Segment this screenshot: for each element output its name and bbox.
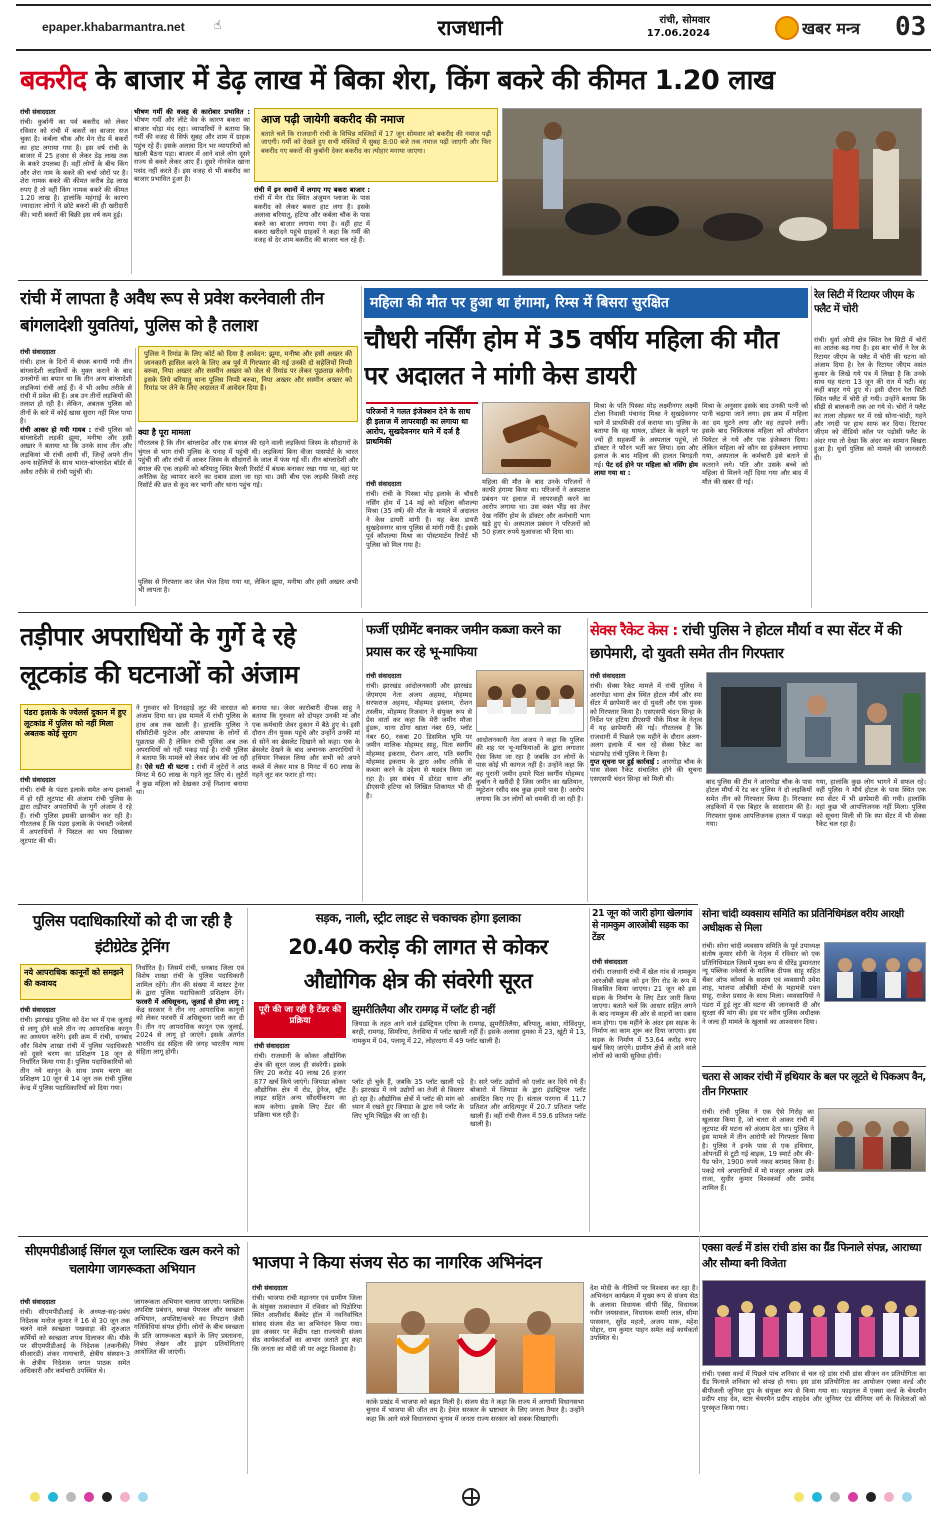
railcity-headline: रेल सिटी में रिटायर जीएम के फ्लैट में चोरी	[814, 289, 914, 315]
registration-dot-black-r	[866, 1492, 876, 1502]
cmpdi-col1-text: रांची। सीएमपीडीआई के अध्यक्ष-सह-प्रबंध निदेशक मनोज कुमार ने 16 से 30 जून तक चलने वाले स्वच्छता पखवाड़ा की शुरुआत कर्मियों को स्वच्छता शपथ दिलाकर की। मौके पर सीएमपीडीआई के निदेशक (तकनीकी/सीआरडी) शंकर नागाचारी, क्षेत्रीय संस्थान-3 के क्षेत्रीय निदेशक जगत पाठक समेत अधिकारी और कर्मचारी उपस्थित थे।	[20, 1308, 130, 1376]
kokar-col-1	[254, 1042, 346, 1232]
kokar-col2-text: प्लॉट हो चुके हैं, जबकि 35 प्लॉट खाली पड़े हैं। झारखंड में नये उद्योगों का तेजी से विस्तार हो रहा है। औद्योगिक क्षेत्रों में प्लॉट की मांग को ध्यान में रखते हुए जियाडा के द्वारा नये प्लॉट के लिए भूमि चिह्नित की जा रही है।	[352, 1078, 464, 1120]
racket-arrest-photo	[706, 672, 926, 774]
bakrid-goat-market-photo	[502, 108, 922, 276]
khelgaon-body	[592, 958, 696, 1232]
nursing-col2-text: महिला की मौत के बाद उनके परिजनों ने काफी हंगामा किया था। परिजनों ने अस्पताल प्रबंधन पर इलाज में लापरवाही करने का आरोप लगाया था। उस वक्त भीड़ का तेवर देख नर्सिंग होम के डॉक्टर और कर्मचारी भाग खड़े हुए थे। अस्पताल प्रबंधन ने परिजनों को 50 हजार रुपये मुआवजा भी दिया था।	[482, 478, 590, 537]
racket-sub1: गुप्त सूचना पर हुई कार्रवाई :	[590, 758, 660, 767]
cmpdi-headline: सीएमपीडीआई सिंगल यूज प्लास्टिक खत्म करने को चलायेगा जागरूकता अभियान	[24, 1243, 240, 1276]
section-name: राजधानी	[437, 16, 503, 40]
tadipar-col-1	[20, 776, 132, 902]
registration-dot-pink-r	[884, 1492, 894, 1502]
tadipar-col3-text: बनाया था। जेवर कारोबारी दीपक साहू ने बताया कि गुरुवार को दोपहर उनकी मां और एक कर्मचारी जेवर दुकान में बैठे हुए थे। इसी दौरान तीन युवक पहुंचे और उन्होंने उनकी मां से सोने का ब्रेसलेट दिखाने को कहा। एक के ब्रेसलेट देखने के बाद अचानक अपराधियों ने हथियार निकाल लिया और सभी को अपने कब्जे में लेकर मात्र 8 मिनट में 60 लाख के गहने लूट कर फरार हो गए।	[252, 704, 360, 780]
tadipar-col1-text: रांची। रांची के पंडरा इलाके समेत अन्य इलाकों में हो रही लूटपाट की अंजाम रांची पुलिस के द्वारा तड़ीपार अपराधियों के गुर्गे अंजाम दे रहे हैं। रांची पुलिस इसकी छानबीन कर रही है। गौरतलब है कि पंडरा इलाके के पंचवटी ज्वेलर्स में अपराधियों ने पिस्टल का भय दिखाकर लूटपाट की थी।	[20, 786, 132, 845]
sonachandi-body	[702, 942, 820, 1062]
racket-col2-text: बाद पुलिस की टीम ने आरगोड़ा चौक के पास होटल मौर्या में रेड कर पुलिस ने दो लड़कियों समेत तीन को गिरफ्तार किया है। गिरफ्तार लड़कियों में एक बिहार के सासाराम की है। गिरफ्तार युवक आपत्तिजनक हालत में पकड़ा गया।	[706, 778, 812, 829]
racket-headline	[590, 620, 926, 668]
header-date-block	[600, 14, 710, 46]
registration-dot-black	[102, 1492, 112, 1502]
header-date: 17.06.2024	[646, 28, 710, 39]
namaz-box	[254, 108, 498, 182]
page-number: 03	[895, 12, 927, 42]
center-registration-icon	[462, 1488, 480, 1506]
col-rule	[131, 110, 132, 274]
kokar-tender-text: पूरी की जा रही है टेंडर की प्रक्रिया	[258, 1005, 342, 1026]
dance-headline	[702, 1240, 926, 1276]
kokar-tender-box	[254, 1002, 346, 1038]
section-divider	[702, 1066, 926, 1067]
racket-col1-text: रांची। सेक्स रैकेट मामले में रांची पुलिस ने आरगोड़ा थाना क्षेत्र स्थित होटल मौर्य और स्पा सेंटर में छापेमारी कर दो युवती और एक युवक को गिरफ्तार किया है। एसएसपी चंदन सिन्हा के निर्देश पर हटिया डीएसपी पीके मिश्रा के नेतृत्व में यह छापेमारी की गई। गौरतलब है कि राजधानी में पिछले एक महीने के दौरान अलग-अलग इलाके में चल रहे सेक्स रैकेट का भंडाफोड़ रांची पुलिस ने किया है।	[590, 682, 702, 758]
khelgaon-byline: रांची संवाददाता	[592, 958, 628, 966]
felicitation-illustration	[367, 1283, 584, 1394]
kokar-kicker: सड़क, नाली, स्ट्रीट लाइट से चकाचक होगा इलाका	[315, 911, 521, 925]
bjp-col-1	[252, 1284, 362, 1474]
kokar-col-top-text: जियाडा के तहत आने वाले इंडस्ट्रियल एरिया के रामगढ़, झुमरीतिलैया, बरियातु, कांसा, गोविंदपुर, बरही, रामगढ़, सिमरिया, तेनसिया में प्लॉट खाली नहीं हैं। इसके अलावा दुमका में 23, खूंटी में 13, नामकुम में 04, पलामू में 22, लोहरदगा में 49 प्लॉट खाली हैं।	[352, 1020, 586, 1045]
bakrid-col-4	[376, 186, 498, 276]
nursing-col3-a: मिश्रा के पति पिस्का मोड़ लक्ष्मीनगर लक्ष्मी टोला निवासी पंचानंद मिश्रा ने सुखदेवनगर थाने में प्राथमिकी दर्ज कराया था। पुलिस के बताया कि वह घायल, डॉक्टर के कहने पर ज्यों ही सहकर्मी के अस्पताल पहुंचे, तो डॉक्टर ने फौरन भर्ती कर लिया। दवा और इलाज के बाद महिला की हालत बिगड़ती गई।	[594, 402, 698, 469]
remand-box-text: पुलिस ने रिमांड के लिए कोर्ट को दिया है आवेदन: झूमा, मनीषा और हसी अख्तर की जानकारी हासिल करने के लिए अब पूर्व में गिरफ्तार की गई उनकी दो सहेलियों निप्पी बरुवा, निपा अख्तर और सस्मीन अख्तर को जेल से रिमांड पर लेकर पूछताछ करेगी। इसके लिये बरियातु थाना पुलिस निप्पी बरुवा, निपा अख्तर और सस्मीन अख्तर को रिमांड पर लेने के लिए अदालत में आवेदन दिया है।	[144, 350, 352, 393]
chatra-body	[702, 1108, 814, 1232]
nursing-col-4	[702, 402, 808, 608]
bakrid-para2: भीषण गर्मी और लीटे वेव के कारण बकरा का बाजार थोड़ा मंद रहा। व्यापारियों ने बताया कि गर्मी की वजह से सिर्फ सुबह और शाम में ग्राहक पहुंच रहे हैं। इसके अलावा दिन भर व्यापारियों को खाली बैठना पड़ा। बाजार में आने वाले लोग दूसरे राज्य से बकरे लेकर आए हैं। दूसरे नोनवेज खाना पसंद नहीं करते हैं। इस वजह से भी बकरीद का बाजार प्रभावित हुआ है।	[134, 116, 250, 184]
brand-logo-icon	[775, 16, 799, 40]
section-divider	[18, 612, 928, 613]
bangladeshi-col2-text: गौरतलब है कि तीन बांग्लादेश और एक बंगाल की रहने वाली लड़कियां जिस्म के सौदागरों के चुंगल से भाग रांची पुलिस के पनाह में पहुंची थी। लड़कियां बिना वीजा पासपोर्ट के भारत पहुंची थी और रांची में आकर जिस्म के सौदागरों के जाल में फंस गई थीं। तीन बांग्लादेशी और बंगाल की एक लड़की को बरियातु स्थित बैरली रिसॉर्ट में बंधक बनाकर रखा गया था, वहां पर अनैतिक देह व्यापार करने का दबाव डाला जा रहा था। उसी बीच एक लड़की किसी तरह रिसॉर्ट की छत से कूद कर भागी और थाना पहुंच गई।	[138, 439, 358, 490]
kokar-col-2	[352, 1078, 464, 1232]
bjp-col1-text: रांची। भाजपा रांची महानगर एवं ग्रामीण जिला के संयुक्त तत्वावधान में रविवार को पिठोरिया स्थित आशीर्वाद बैंक्वेट हॉल में नवनिर्वाचित सांसद संजय सेठ का अभिनंदन किया गया। इस अवसर पर केंद्रीय रक्षा राज्यमंत्री संजय सेठ कार्यकर्ताओं का आभार जताते हुए कहा कि जनता का मोदी जी पर अटूट विश्वास है।	[252, 1294, 362, 1353]
racket-col-2	[706, 778, 812, 902]
bjp-byline: रांची संवाददाता	[252, 1284, 288, 1292]
bakrid-col-1	[20, 108, 128, 276]
bakrid-para3: रांची में मेन रोड स्थित अंजुमन प्लाजा के पास बकरीद को लेकर बकरा हाट लगा है। इसके अलावा बरियातू, हटिया और कर्बला चौक के पास बकरे का बाजार लगाया गया है। वहीं हाट में बकरा खरीदने पहुंचे ग्राहकों ने कहा कि गर्मी की वजह से देर शाम बकरीद की बाजार चल रहे हैं।	[254, 194, 370, 245]
col-rule	[589, 908, 590, 1232]
bakrid-sub1: भीषण गर्मी की वजह से कारोबार प्रभावित :	[134, 108, 250, 116]
racket-col-1	[590, 672, 702, 902]
epaper-url[interactable]: epaper.khabarmantra.net	[42, 20, 185, 34]
tadipar-col-3	[252, 704, 360, 902]
kokar-sub: झुमरीतिलैया और रामगढ़ में प्लॉट ही नहीं	[352, 1004, 495, 1016]
bangladeshi-col1b: रांची पुलिस को बांग्लादेशी लड़की झूमा, मनीषा और हसी अख्तर ने बताया था कि उनके साथ तीन और लड़कियां भी रांची आयी थीं, जिन्हें अपने तीन अन्य सहेलियों के साथ भारत-बांग्लादेश बॉर्डर से अवैध तरीके से रांची पहुंची थी।	[20, 425, 132, 476]
racket-col1b: आरगोड़ा चौक के पास सेक्स रैकेट संचालित होने की सूचना एसएसपी चंदन सिन्हा को मिली थी।	[590, 758, 702, 783]
arrested-men-illustration	[819, 1109, 926, 1172]
racket-col3-text: गया, हालांकि कुछ लोग भागने में सफल रहे। वहीं पुलिस ने मौर्य होटल के पास स्थित एक स्पा सेंटर में भी छापेमारी की गयी। हालांकि वहां कुछ भी आपत्तिजनक नहीं मिला। पुलिस को सूचना मिली थी कि स्पा सेंटर में भी सेक्स रैकेट चल रहा है।	[816, 778, 926, 829]
nursing-col-3	[594, 402, 698, 608]
railcity-text: रांची। धुर्वा ओपी क्षेत्र स्थित रेल सिटी में चोरों का आतंक बढ़ गया है। इस बार चोरों ने रेल के रिटायर जीएम के फ्लैट में चोरी की घटना को अंजाम दिया है। रेल के रिटायर जीएम वसंत कुमार के लिखे गये पत्र में लिखा है कि उनके साथ यह घटना 13 जून की रात में घटी। वह कहीं बाहर गये हुए थे। इसी दौरान रेल सिटी स्थित फ्लैट में चोरी हो गयी। उन्होंने बताया कि सीढ़ी से बालकनी तक आ गये थे। चोरों ने फ्लैट का ताला तोड़कर घर में रखे सोना-चांदी, गहने और नगदी पर हाथ साफ कर दिया। रिटायर जीएम को वीडियो कॉल पर पड़ोसी फ्लैट के अंदर गया तो देखा कि अंदर का सामान बिखरा हुआ है। धुर्वा पुलिस को मामले की जानकारी दी।	[814, 336, 926, 462]
bjp-headline: भाजपा ने किया संजय सेठ का नागरिक अभिनंदन	[252, 1253, 542, 1273]
chatra-headline: चतरा से आकर रांची में हथियार के बल पर लूटते थे पिकअप वैन, तीन गिरफ्तार	[702, 1071, 926, 1098]
sonachandi-photo	[824, 942, 926, 1002]
col-rule	[361, 286, 362, 608]
bakrid-headline	[20, 62, 925, 102]
bangladeshi-sub1: रांची आकर हो गयी गायब :	[20, 425, 92, 434]
bakrid-col-3	[254, 186, 370, 276]
racket-byline: रांची संवाददाता	[590, 672, 626, 680]
tadipar-col2-text: ने गुरुवार को दिनदहाड़े लूट की वारदात को अंजाम दिया था। इस मामले में रांची पुलिस के हाथ अब तक खाली है। हालांकि पुलिस ने सीसीटीवी फुटेज और आसपास के लोगों से पूछताछ की है लेकिन रांची पुलिस अब तक अपराधियों को नहीं पकड़ पाई है। रांची पुलिस ने बताया कि मामले को लेकर जांच की जा रही है।	[136, 704, 248, 771]
nursing-sub1: पेट दर्द होने पर महिला को नर्सिंग होम लाया गया था :	[594, 460, 698, 478]
press-people-illustration	[477, 671, 584, 732]
training-headline: पुलिस पदाधिकारियों को दी जा रही है इंटीग्रेटेड ट्रेनिंग	[32, 912, 232, 956]
dance-body	[702, 1370, 926, 1474]
nursing-pull-quote	[366, 402, 478, 476]
training-col-2	[136, 964, 244, 1232]
agreement-col-1	[366, 672, 472, 902]
registration-dot-lightblue-r	[902, 1492, 912, 1502]
delegation-illustration	[825, 943, 926, 1002]
kokar-col3-text: है। सारे प्लॉट उद्योगों को एलॉट कर दिये गये हैं। बोकारो में जियाडा के द्वारा इंडस्ट्रियल प्लॉट आवंटित किए गए हैं। संताल परगना में 11.7 प्रतिशत और आदित्यपुर में 20.7 प्रतिशत प्लॉट खाली हैं। वहीं रांची रीजन में 59.6 प्रतिशत प्लॉट खाली है।	[470, 1078, 586, 1129]
col-rule	[587, 618, 588, 902]
bakrid-col-2	[134, 108, 250, 276]
registration-dot-gray	[66, 1492, 76, 1502]
press-conference-photo	[476, 670, 584, 732]
cmpdi-col-1	[20, 1298, 130, 1474]
dance-text: रांची। एक्सा वर्ल्ड में पिछले पांच शनिवार से चल रहे डांस रांची डांस सीजन वन प्रतियोगिता का ग्रैंड फिनाले शनिवार को संपन्न हो गया। इस डांस प्रतियोगिता का आयोजन एक्सा वर्ल्ड और बीपीजली जूनियर ग्रुप के संयुक्त रूप से किया गया था। फाइनल में एक्सा वर्ल्ड के चेयरमैन प्रदीप शाह देव, स्टार चेयरमैन प्रदीप शाहदेव और जूनियर एंड सीनियर वर्ग के विजेताओं को पुरस्कृत किया गया।	[702, 1370, 926, 1412]
bangladeshi-headline: रांची में लापता है अवैध रूप से प्रवेश करनेवाली तीन बांगलादेशी युवतियां, पुलिस को है तलाश	[20, 289, 324, 336]
dancers-group-illustration	[703, 1281, 926, 1366]
khelgaon-text: रांची। राजधानी रांची में खेल गांव से नामकुम आरओबी सड़क को इन रिंग रोड के रूप में विकसित किया जाएगा। 21 जून को इस सड़क के निर्माण के लिए टेंडर जारी किया जाएगा। बताते चलें कि आधार सहित लगने के बाद नामकुम की ओर से वाहनों का दबाव कम होगा। एक महीने के अंदर इस सड़क के निर्माण का काम शुरू कर दिया जाएगा। इस सड़क के निर्माण में 53.64 करोड़ रुपए खर्च किए जाएंगे। ग्रामीण क्षेत्रों से आने वाले लोगों को काफी सुविधा होगी।	[592, 968, 696, 1061]
registration-dot-gray-r	[830, 1492, 840, 1502]
gavel-icon	[483, 403, 590, 474]
cmpdi-byline: रांची संवाददाता	[20, 1298, 56, 1306]
nursing-headline: चौधरी नर्सिंग होम में 35 वर्षीय महिला की मौत पर अदालत ने मांगी केस डायरी	[364, 325, 779, 390]
bakrid-sub2: रांची में इन स्थानों में लगाए गए बकरा बाजार :	[254, 186, 370, 194]
bjp-col3-text: देश मोदी के नीतियों पर विश्वास कर रहा है। अभिनंदन कार्यक्रम में मुख्य रूप से संजय सेठ के अलावा विधायक सीपी सिंह, विधायक नवीन जयसवाल, विधायक समरी लाल, सीमा पासवान, सुरेंद्र महतो, अजय मारू, महेश पोद्दार, राम कुमार पाहन समेत कई कार्यकर्ता उपस्थित थे।	[590, 1284, 698, 1343]
cmpdi-col2-text: जागरूकता अभियान चलाया जाएगा। प्लास्टिक अपशिष्ट प्रबंधन, स्वच्छ पेयजल और स्वच्छता अभियान, अपशिष्ट/कचरे का निपटान जैसी गतिविधियां संपन्न होंगी। लोगों के बीच स्वच्छता के प्रति जागरूकता बढ़ाने के लिए प्रस्तावना, निबंध लेखन और ड्राइंग प्रतियोगिताएं आयोजित की जाएंगी।	[134, 1298, 244, 1357]
dance-headline-rest: का ग्रैंड फिनाले संपन्न, आराध्या और सौम्या बनी विजेता	[702, 1241, 921, 1270]
nursing-col1-text: रांची। रांची के पिस्का मोड़ इलाके के चौधरी नर्सिंग होम में 14 मई को महिला कौशल्या मिश्रा (35 वर्ष) की मौत के मामले में अदालत ने केस डायरी मांगी है। यह केस डायरी सुखदेवनगर थाना पुलिस से मांगी गयी है। इसके पूर्व कौशल्या मिश्रा का पोस्टमार्टम रिपोर्ट भी पुलिस को मिल गया है।	[366, 490, 478, 549]
bakrid-headline-rest: के बाजार में डेढ़ लाख में बिका शेरा, किंग बकरे की कीमत 1.20 लाख	[95, 65, 775, 96]
chatra-arrest-photo	[818, 1108, 926, 1172]
col-rule	[247, 908, 248, 1232]
col-rule	[135, 348, 136, 606]
bjp-col-2	[366, 1398, 584, 1474]
police-van-illustration	[707, 673, 926, 774]
masthead-top-rule	[16, 4, 931, 6]
nursing-col4-text: मिश्रा के अनुसार इसके बाद उनकी पत्नी को पानी चढ़ाया जाने लगा। इस क्रम में महिला का दम घुटने लगा और वह तड़पने लगी। इसके बाद चिकित्सक महिला को ऑपरेशन थियेटर ले गये और एक इंजेक्शन दिया। लेकिन महिला को कौन सा इंजेक्शन लगाया गया, अस्पताल के कर्मचारी इसे बताने से कतराने लगे। पति और उसके बच्चे को महिला से मिलने नहीं दिया गया और बाद में मौत की खबर दी गई।	[702, 402, 808, 486]
nursing-banner: महिला की मौत पर हुआ था हंगामा, रिम्स में बिसरा सुरक्षित	[364, 288, 808, 318]
masthead-bottom-rule	[16, 49, 931, 51]
bangladeshi-col-1	[20, 348, 132, 608]
racket-headline-red: सेक्स रैकेट केस :	[590, 623, 678, 639]
footer	[0, 1480, 945, 1517]
training-sub1: फरवरी में अधिसूचना, जुलाई से होगा लागू :	[136, 997, 244, 1006]
bangladeshi-col3-text: पुलिस से गिरफ्तार कर जेल भेज दिया गया था, लेकिन झूमा, मनीषा और हसी अख्तर अभी भी लापता है।	[138, 578, 358, 595]
registration-dot-magenta-r	[848, 1492, 858, 1502]
bjp-col-3	[590, 1284, 698, 1474]
tadipar-side-box	[20, 704, 132, 770]
nursing-col-2	[482, 478, 590, 608]
agreement-byline: रांची संवाददाता	[366, 672, 402, 680]
tadipar-sub1: ऐसे घटी थी घटना :	[144, 762, 195, 771]
bangladeshi-col-2	[138, 426, 358, 574]
tadipar-headline: तड़ीपार अपराधियों के गुर्गे दे रहे लूटकांड की घटनाओं को अंजाम	[20, 622, 299, 689]
nursing-pull-text: परिजनों ने गलत इंजेक्शन देने के साथ ही इलाज में लापरवाही का लगाया था आरोप, सुखदेवनगर थाने में दर्ज है प्राथमिकी	[366, 407, 471, 446]
namaz-title: आज पढ़ी जायेगी बकरीद की नमाज	[261, 113, 405, 126]
bakrid-headline-red: बकरीद	[20, 65, 87, 96]
section-divider	[18, 280, 928, 281]
registration-dot-lightblue	[138, 1492, 148, 1502]
tadipar-byline: रांची संवाददाता	[20, 776, 56, 784]
agreement-col-2	[476, 736, 584, 902]
sonachandi-headline: सोना चांदी व्यवसाय समिति का प्रतिनिधिमंडल वरीय आरक्षी अधीक्षक से मिला	[702, 909, 904, 934]
bakrid-lead: रांची। कुर्बानी का पर्व बकरीद को लेकर रविवार को रांची में बकरों का बाजार सज चुका है। कर्बला चौक और मेन रोड में बकरों का हाट लगाया गया है। इस वर्ष रांची के बाजार में 25 हजार से लेकर डेढ़ लाख तक के बकरे उपलब्ध हैं। वहीं लोगों के बीच किंग और शेरा नाम के बकरे की चर्चा जोरों पर है। शेरा नामक बकरे की कीमत करीब डेढ़ लाख रुपए है तो वहीं किंग नामक बकरे की कीमत 1.20 लाख है। हालांकि महंगाई के कारण ज्यादातर लोगों ने छोटे बकरों की ही खरीदारी की। भारी बकरों की बिक्री इस वर्ष कम हुई।	[20, 118, 128, 219]
col-rule	[699, 1236, 700, 1474]
railcity-body	[814, 336, 926, 608]
racket-headline-rest: रांची पुलिस ने होटल मौर्या व स्पा सेंटर में की छापेमारी, दो युवती समेत तीन गिरफ्तार	[590, 623, 902, 662]
training-sub: नये आपराधिक कानूनों को समझने की कवायद	[24, 968, 124, 988]
cursor-icon: ☝	[214, 18, 222, 32]
col-rule	[247, 1242, 248, 1474]
agreement-headline: फर्जी एग्रीमेंट बनाकर जमीन कब्जा करने का प्रयास कर रहे भू-माफिया	[366, 623, 561, 660]
brand-name: खबर मन्त्र	[802, 19, 860, 38]
header-city-day: रांची, सोमवार	[659, 15, 710, 26]
training-byline: रांची संवाददाता	[20, 1006, 56, 1014]
registration-dot-cyan	[48, 1492, 58, 1502]
registration-dot-magenta	[84, 1492, 94, 1502]
goat-scene-illustration	[503, 109, 922, 276]
col-rule	[811, 286, 812, 608]
training-col-1	[20, 1006, 132, 1232]
bangladeshi-col1-text: रांची। हाल के दिनों में बंधक बनायी गयी तीन बांग्लादेशी लड़कियों के मुक्त कराने के बाद उनलोगों का बयान था कि तीन अन्य बांग्लादेशी लड़कियां रांची आई हैं। वे भी अवैध तरीके से रांची में प्रवेश की हैं। अब उन तीनों लड़कियों की तलाश हो रही है। लेकिन, अबतक पुलिस को तीनों के बारे में कोई खास सुराग नहीं मिल पाया है।	[20, 358, 132, 426]
bangladeshi-sub2: क्या है पूरा मामला	[138, 428, 191, 437]
nursing-col-1	[366, 480, 478, 608]
registration-dot-cyan-r	[812, 1492, 822, 1502]
namaz-text: बताते चलें कि राजधानी रांची के विभिन्न मस्जिदों में 17 जून सोमवार को बकरीद की नमाज पढ़ी जाएगी। गर्मी को देखते हुए सभी मस्जिदों में सुबह 8:00 बजे तक नमाज पढ़ी जाएगी और फिर बकरीद गए बकरों की कुर्बानी देकर बकरीद का त्योहार मनाया जाएगा।	[261, 130, 491, 155]
kokar-headline: 20.40 करोड़ की लागत से कोकर औद्योगिक क्षेत्र की संवरेगी सूरत	[288, 935, 548, 993]
training-sub-box	[20, 964, 132, 1000]
registration-dot-pink	[120, 1492, 130, 1502]
bjp-felicitation-photo	[366, 1282, 584, 1394]
tadipar-col2b: रांची में लुटेरों ने आठ मिनट में 60 लाख के गहने लूट लिए थे। लुटेरों ने कुछ महिला को देखकर उन्हें निशाना बनाया था।	[136, 762, 248, 797]
kokar-col-top	[352, 1020, 586, 1074]
dance-winners-photo	[702, 1280, 926, 1366]
kokar-col1-text: रांची। राजधानी के कोकर औद्योगिक क्षेत्र की सूरत जल्द ही संवरेगी। इसके लिए 20 करोड़ 40 लाख 26 हजार 877 खर्च किये जाएंगे। जियाडा कोकर औद्योगिक क्षेत्र में रोड, ड्रेनेज, स्ट्रीट लाइट सहित अन्य सौंदर्यीकरण का काम करेगा। इसके लिए टेंडर की प्रक्रिया चल रही है।	[254, 1052, 346, 1120]
kokar-col-3	[470, 1078, 586, 1232]
racket-col-3	[816, 778, 926, 902]
col-rule	[699, 908, 700, 1232]
section-divider	[18, 904, 698, 905]
bjp-col2-text: कांके प्रखंड में भाजपा को बढ़त मिली है। संजय सेठ ने कहा कि राज्य में आगामी विधानसभा चुनाव में भाजपा की जीत तय है। हेमंत सरकार के भ्रष्टाचार के लिए जनता तैयार है। उन्होंने कहा कि आने वाले विधानसभा चुनाव में जनता राज्य सरकार को सबक सिखाएगी।	[366, 1398, 584, 1423]
bangladeshi-byline: रांची संवाददाता	[20, 348, 56, 356]
cmpdi-col-2	[134, 1298, 244, 1474]
masthead	[0, 0, 945, 60]
dance-headline-prefix: एक्सा वर्ल्ड में डांस रांची डांस	[702, 1241, 807, 1254]
agreement-col1-text: रांची। झारखंड आंदोलनकारी और झारखंड जेएमएम नेता अजय अहमद, मोहम्मद सरफराज अहमद, मोहम्मद इस्लाम, रोशन तस्लीम, मोहम्मद रिजवान ने संयुक्त रूप से प्रेस वार्ता कर कहा कि मेरी जमीन मौजा हुंडरू, थाना ठोंगा खाता नंबर 69, प्लॉट नंबर 60, रकबा 20 डिसमिल भूमि पर जमीन मालिक मोहम्मद साहू, पिता स्वर्गीय मोहम्मद इकराम, रोशन आरा, पति स्वर्गीय मोहम्मद इकराम के द्वारा अवैध तरीके से कब्जा करने के उद्देश्य से षड्यंत्र किया जा रहा है। इस संबंध में डोरंडा थाना और डीएसपी हटिया को लिखित शिकायत भी दी है।	[366, 682, 472, 800]
khelgaon-headline: 21 जून को जारी होगा खेलगांव से नामकुम आरओबी सड़क का टेंडर	[592, 908, 692, 943]
chatra-text: रांची। रांची पुलिस ने एक ऐसे गिरोह का खुलासा किया है, जो चतरा से आकर रांची में लूटपाट की घटना को अंजाम देता था। पुलिस ने इस मामले में तीन आरोपी को गिरफ्तार किया है। पुलिस ने इनके पास से एक हथियार, ओपनर्डी से टूटी गई बाइक, 19 स्मार्ट और की-पैड फोन, 1900 रुपये नकद बरामद किया है। पकड़े गये अपराधियों में मो मजहर आलम उर्फ राजा, सुधीर कुमार विश्वकर्मा और प्रमोद शामिल हैं।	[702, 1108, 814, 1192]
col-rule	[362, 618, 363, 902]
kokar-byline: रांची संवाददाता	[254, 1042, 290, 1050]
tadipar-col-2	[136, 704, 248, 902]
tadipar-side-text: पंडरा इलाके के ज्वेलर्स दुकान में हुए लूटकांड में पुलिस को नहीं मिला अबतक कोई सुराग	[24, 708, 127, 738]
section-divider	[18, 1236, 928, 1237]
training-col2-text: निर्धारित है। जिसमें रांची, धनबाद जिला एवं विशेष शाखा रांची के पुलिस पदाधिकारी शामिल रहेंगे। तीन की संख्या में मास्टर ट्रेनर के द्वारा पुलिस पदाधिकारी प्रशिक्षण देंगे।	[136, 964, 244, 998]
gavel-photo	[482, 402, 590, 474]
nursing-byline: रांची संवाददाता	[366, 480, 402, 488]
training-col2b: केंद्र सरकार ने तीन नए आपराधिक कानूनों को लेकर फरवरी में अधिसूचना जारी कर दी है। तीन नए आपराधिक कानून एक जुलाई, 2024 से लागू हो जाएंगे। इसके अंतर्गत भारतीय दंड संहिता की जगह भारतीय न्याय संहिता लागू होगी।	[136, 1006, 244, 1057]
sonachandi-text: रांची। सोना चांदी व्यवसाय समिति के पूर्व उपाध्यक्ष संतोष कुमार सोनी के नेतृत्व में रविवार को एक प्रतिनिधिमंडल जिसमें मुख्य रूप से धीरेंद्र डुमानतार न्यू पब्लिक ज्वेलर्स के मालिक दीपक साहू सहित चैंबर ऑफ कॉमर्स के सदस्य एवं व्यवसायी उमेश शाह, भाजपा ओबीसी मोर्चा के महामंत्री पवन साहू, राजेश प्रसाद के साथ मिला। व्यवसायियों ने पंडरा में हुई लूट की घटना की जानकारी दी और सुरक्षा की मांग की। इस पर वरीय पुलिस अधीक्षक ने जल्द ही मामले के खुलासे का आश्वासन दिया।	[702, 942, 820, 1026]
registration-dot-yellow	[30, 1492, 40, 1502]
bakrid-byline: रांची संवाददाता	[20, 108, 56, 116]
agreement-col2-text: आदोलनकारी नेता अजय ने कहा कि पुलिस की शह पर भू-माफियाओं के द्वारा लगातार ऐसा किया जा रहा है जबकि उन लोगों के पास कोई भी कागज नहीं है। उन्होंने कहा कि वह पुरानी जमीन हमारे पिता स्वर्गीय मोहम्मद कुर्बान ने खरीदी है जिस जमीन का खतियान, म्यूटेशन रसीद सब कुछ हमारे पास है। आरोप लगाया कि उन लोगों को धमकी दी जा रही है।	[476, 736, 584, 803]
bangladeshi-col-3	[138, 578, 358, 608]
registration-dot-yellow-r	[794, 1492, 804, 1502]
training-col1-text: रांची। झारखंड पुलिस को देश भर में एक जुलाई से लागू होने वाले तीन नए आपराधिक कानून का अध्ययन करेंगे। इसी क्रम में रांची, धनबाद और विशेष शाखा रांची में पुलिस पदाधिकारी को दूसरे चरण का प्रशिक्षण 18 जून से निर्धारित किया गया है। पुलिस पदाधिकारियों को तीन नये कानून के साथ प्रथम चरण का प्रशिक्षण 10 जून से 14 जून तक रांची पुलिस केन्द्र में पुलिस पदाधिकारियों को दिया गया।	[20, 1016, 132, 1092]
remand-box	[138, 346, 358, 422]
